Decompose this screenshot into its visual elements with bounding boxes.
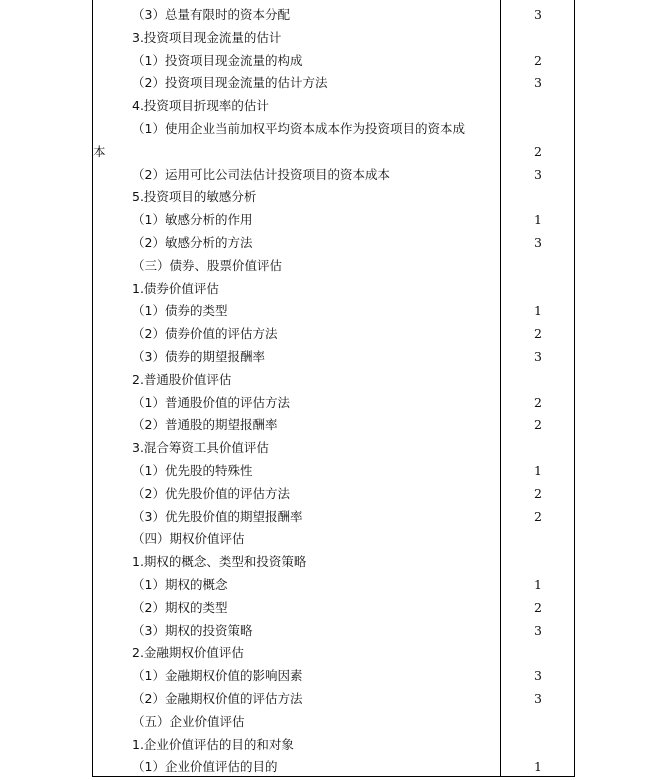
table-row bbox=[93, 597, 574, 620]
row-level: 2 bbox=[534, 417, 542, 433]
table-row bbox=[93, 95, 574, 118]
row-level: 3 bbox=[534, 75, 542, 91]
row-text-main: （2）敏感分析的方法 bbox=[132, 234, 253, 250]
row-text bbox=[132, 4, 290, 27]
row-text bbox=[132, 232, 252, 255]
row-text bbox=[132, 323, 277, 346]
row-text-main: 3.投资项目现金流量的估计 bbox=[132, 29, 282, 45]
row-text-main: （五）企业价值评估 bbox=[132, 713, 245, 729]
row-text-main: 1.期权的概念、类型和投资策略 bbox=[132, 554, 307, 570]
row-text-main: 1.债券价值评估 bbox=[132, 280, 219, 296]
row-text-main: （3）债券的期望报酬率 bbox=[132, 348, 265, 364]
table-row bbox=[93, 551, 574, 574]
row-level: 3 bbox=[534, 690, 542, 706]
table-row bbox=[93, 209, 574, 232]
table-rows bbox=[93, 4, 574, 779]
table-row bbox=[93, 50, 574, 73]
table-row bbox=[93, 460, 574, 483]
row-level: 3 bbox=[534, 622, 542, 638]
table-row bbox=[93, 255, 574, 278]
row-text-main: 3.混合筹资工具价值评估 bbox=[132, 440, 269, 456]
row-text bbox=[132, 665, 302, 688]
table-row bbox=[93, 392, 574, 415]
table-row bbox=[93, 620, 574, 643]
table-row bbox=[93, 369, 574, 392]
table-row bbox=[93, 72, 574, 95]
row-text-main: 5.投资项目的敏感分析 bbox=[132, 189, 257, 205]
row-text-main: 1.企业价值评估的目的和对象 bbox=[132, 736, 294, 752]
row-level: 2 bbox=[534, 599, 542, 615]
table-row bbox=[93, 642, 574, 665]
row-text-main: （三）债券、股票价值评估 bbox=[132, 257, 283, 273]
row-text-main: （1）债券的类型 bbox=[132, 303, 228, 319]
row-text-main: （1）普通股价值的评估方法 bbox=[132, 394, 290, 410]
row-text bbox=[132, 209, 252, 232]
table-row bbox=[93, 323, 574, 346]
row-level: 2 bbox=[534, 485, 542, 501]
row-text-main: （3）优先股价值的期望报酬率 bbox=[132, 508, 303, 524]
table-row bbox=[93, 164, 574, 187]
row-text bbox=[132, 688, 302, 711]
row-text-main: 2.普通股价值评估 bbox=[132, 371, 232, 387]
table-row bbox=[93, 688, 574, 711]
row-text bbox=[132, 460, 252, 483]
table-row bbox=[93, 528, 574, 551]
table-row bbox=[93, 483, 574, 506]
table-row bbox=[93, 506, 574, 529]
table-row bbox=[93, 665, 574, 688]
row-level: 3 bbox=[534, 348, 542, 364]
row-text-main: 4.投资项目折现率的估计 bbox=[132, 98, 269, 114]
row-text bbox=[132, 734, 294, 757]
table-row bbox=[93, 232, 574, 255]
row-text bbox=[132, 597, 227, 620]
table-row bbox=[93, 734, 574, 757]
table-row bbox=[93, 4, 574, 27]
row-level: 3 bbox=[534, 234, 542, 250]
row-text bbox=[132, 27, 281, 50]
row-text bbox=[132, 642, 244, 665]
table-row bbox=[93, 118, 574, 164]
row-text bbox=[132, 186, 256, 209]
row-text-main: （2）债券价值的评估方法 bbox=[132, 326, 278, 342]
row-text bbox=[132, 164, 390, 187]
table-row bbox=[93, 27, 574, 50]
row-level: 1 bbox=[534, 212, 542, 228]
syllabus-table bbox=[92, 0, 575, 777]
row-text bbox=[93, 118, 465, 164]
row-text bbox=[132, 711, 245, 734]
row-text bbox=[132, 506, 302, 529]
row-level: 2 bbox=[534, 143, 542, 159]
row-text bbox=[132, 392, 290, 415]
row-text bbox=[132, 95, 269, 118]
row-text-main: （1）使用企业当前加权平均资本成本作为投资项目的资本成 bbox=[132, 120, 465, 136]
row-level: 1 bbox=[534, 576, 542, 592]
row-text bbox=[132, 369, 231, 392]
table-row bbox=[93, 437, 574, 460]
row-text-main: （1）金融期权价值的影响因素 bbox=[132, 668, 303, 684]
row-text bbox=[132, 414, 277, 437]
row-text bbox=[132, 574, 227, 597]
row-text-main: （2）运用可比公司法估计投资项目的资本成本 bbox=[132, 166, 390, 182]
row-text-continuation: 本 bbox=[93, 143, 106, 159]
row-text bbox=[132, 483, 290, 506]
row-text bbox=[132, 528, 245, 551]
row-text-main: （3）期权的投资策略 bbox=[132, 622, 253, 638]
row-level: 2 bbox=[534, 326, 542, 342]
row-text-main: 2.金融期权价值评估 bbox=[132, 645, 244, 661]
row-text-main: （1）企业价值评估的目的 bbox=[132, 759, 278, 775]
row-text bbox=[132, 551, 306, 574]
row-level: 3 bbox=[534, 668, 542, 684]
table-row bbox=[93, 186, 574, 209]
row-text-main: （3）总量有限时的资本分配 bbox=[132, 7, 290, 22]
row-level: 1 bbox=[534, 759, 542, 775]
row-text bbox=[132, 72, 327, 95]
table-row bbox=[93, 278, 574, 301]
row-text-main: （2）投资项目现金流量的估计方法 bbox=[132, 75, 328, 91]
row-text bbox=[132, 346, 265, 369]
table-row bbox=[93, 756, 574, 779]
row-text bbox=[132, 278, 219, 301]
row-level: 2 bbox=[534, 394, 542, 410]
row-text bbox=[132, 255, 282, 278]
row-text bbox=[132, 50, 302, 73]
row-text-main: （1）投资项目现金流量的构成 bbox=[132, 52, 303, 68]
row-text-main: （1）优先股的特殊性 bbox=[132, 462, 253, 478]
row-text bbox=[132, 620, 252, 643]
row-text-main: （2）期权的类型 bbox=[132, 599, 228, 615]
row-level: 3 bbox=[534, 7, 542, 22]
row-level: 2 bbox=[534, 52, 542, 68]
row-text bbox=[132, 437, 269, 460]
row-text-main: （四）期权价值评估 bbox=[132, 531, 245, 547]
table-row bbox=[93, 711, 574, 734]
row-text-main: （1）期权的概念 bbox=[132, 576, 228, 592]
row-text-main: （1）敏感分析的作用 bbox=[132, 212, 253, 228]
row-level: 1 bbox=[534, 303, 542, 319]
row-text bbox=[132, 756, 277, 779]
table-row bbox=[93, 300, 574, 323]
row-text-main: （2）优先股价值的评估方法 bbox=[132, 485, 290, 501]
table-row bbox=[93, 414, 574, 437]
row-level: 3 bbox=[534, 166, 542, 182]
table-row bbox=[93, 346, 574, 369]
row-level: 1 bbox=[534, 462, 542, 478]
row-level: 2 bbox=[534, 508, 542, 524]
table-row bbox=[93, 574, 574, 597]
row-text-main: （2）金融期权价值的评估方法 bbox=[132, 690, 303, 706]
row-text-main: （2）普通股的期望报酬率 bbox=[132, 417, 278, 433]
row-text bbox=[132, 300, 227, 323]
